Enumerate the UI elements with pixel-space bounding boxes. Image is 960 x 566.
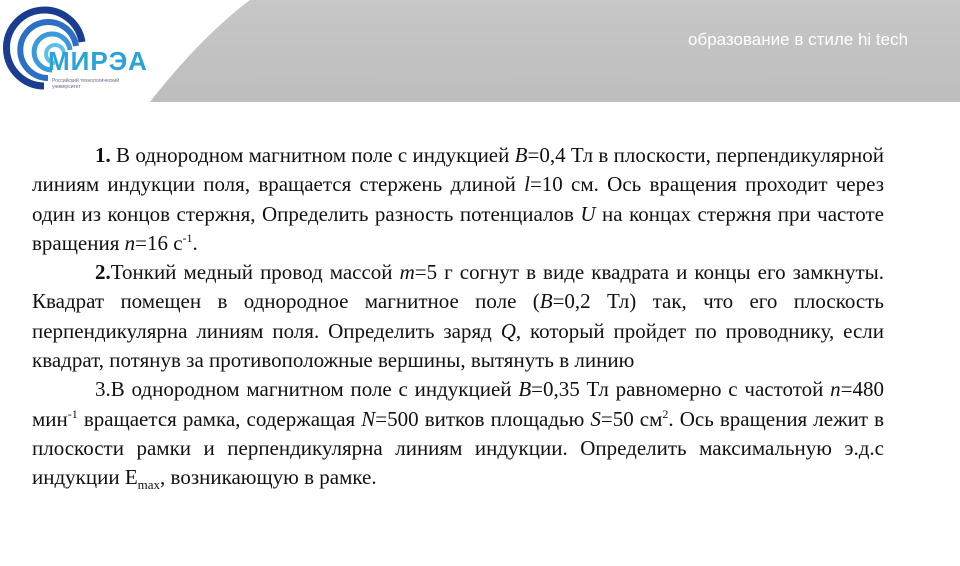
problem-1: 1. В однородном магнитном поле с индукцией B=0,4 Тл в плоскости, перпендикулярной линиям индукции поля, вращается стержень длиной l=10 см. Ось вращения проходит через один из концов стержня, Определить разность потенциалов U на концах стержня при частоте вращения n=16 $с^{-1}$. [32, 143, 884, 255]
logo-text: МИРЭА [48, 46, 148, 76]
problem-2: 2.Тонкий медный провод массой m=5 г согнут в виде квадрата и концы его замкнуты. Квадрат помещен в однородное магнитное поле (B=0,2 Тл) так, что его плоскость перпендикулярна линиям поля. Определить заряд Q, который пройдет по проводнику, если квадрат, потянув за противоположные вершины, вытянуть в линию [32, 260, 884, 373]
mirea-logo [0, 0, 175, 102]
problem-2-number: 2. [95, 260, 111, 285]
header-slogan: образование в стиле hi tech [688, 30, 909, 49]
logo-subtitle: Российский технологический университет [52, 78, 120, 90]
problem-3: 3.В однородном магнитном поле с индукцией B=0,35 Тл равномерно с частотой n=480 мин$^{-1}$ вращается рамка, содержащая N=500 витков площадью S=50 $см^2$. Ось вращения лежит в плоскости рамки и перпендикулярна линиям индукции. Определить максимальную э.д.с индукции $E_{max}$, возникающую в рамке. [32, 377, 884, 493]
problem-list [32, 141, 884, 493]
problem-1-number: 1. [95, 143, 111, 167]
